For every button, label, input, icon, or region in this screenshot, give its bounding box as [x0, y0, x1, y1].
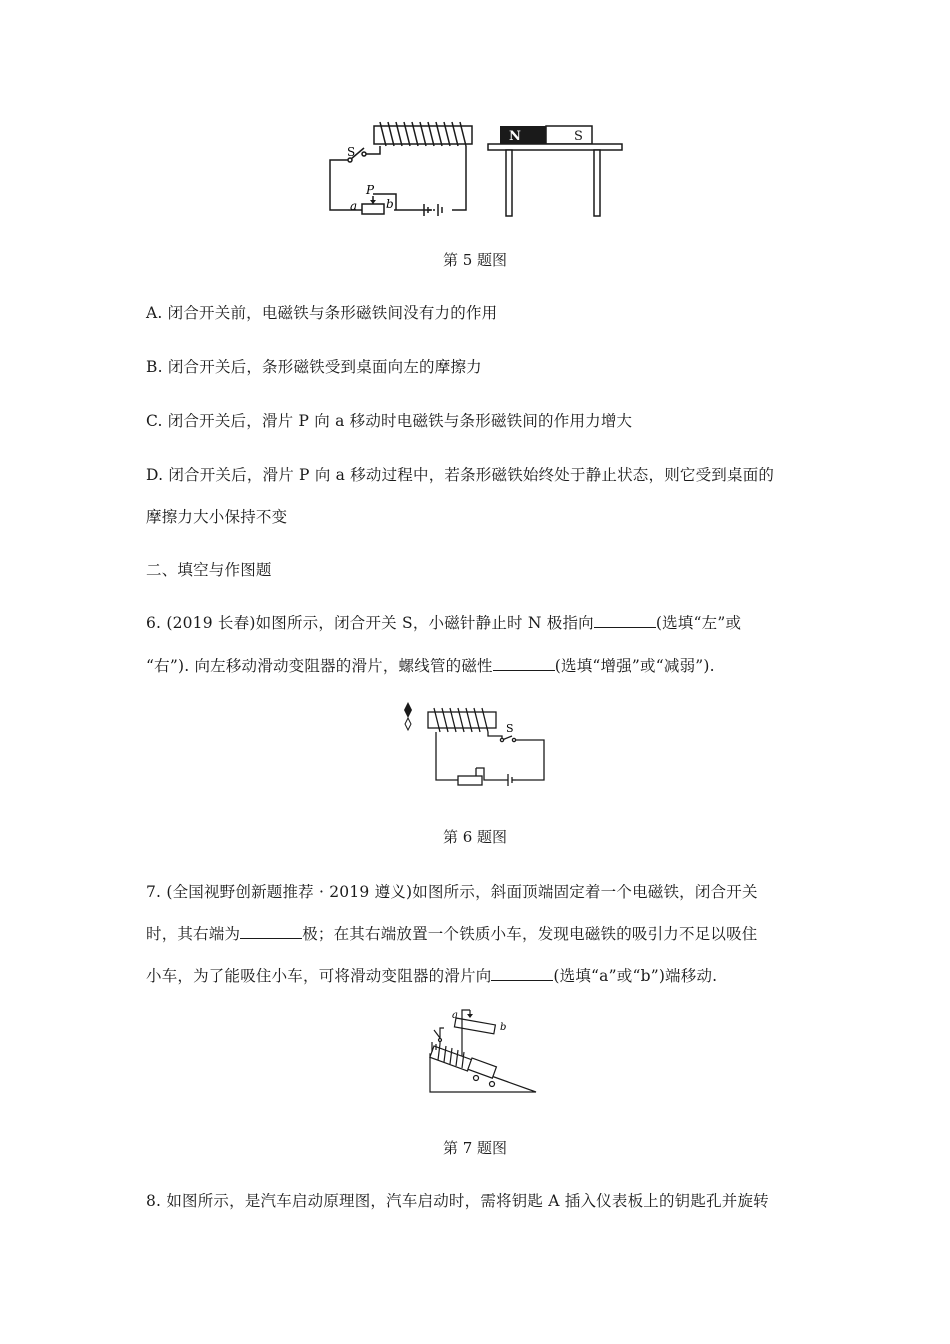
figure-6-caption: 第 6 题图	[442, 828, 508, 846]
q6-line1-a: 6. (2019 长春)如图所示，闭合开关 S，小磁针静止时 N 极指向	[146, 614, 594, 632]
end-b-label: b	[500, 1022, 507, 1033]
rheostat	[458, 776, 482, 785]
switch-label: S	[347, 145, 356, 159]
q6-line1	[146, 611, 741, 633]
figure-7-diagram	[420, 1008, 544, 1096]
q7-blank-2[interactable]	[491, 966, 553, 981]
q7-line2-b: 极；在其右端放置一个铁质小车，发现电磁铁的吸引力不足以吸住	[302, 925, 758, 943]
switch-label: S	[506, 722, 514, 735]
rheostat	[362, 204, 384, 214]
q7-blank-1[interactable]	[240, 924, 302, 939]
q5-option-a: A. 闭合开关前，电磁铁与条形磁铁间没有力的作用	[146, 304, 498, 322]
figure-5-caption: 第 5 题图	[442, 251, 508, 269]
q5-option-c: C. 闭合开关后，滑片 P 向 a 移动时电磁铁与条形磁铁间的作用力增大	[146, 412, 633, 430]
rheostat	[454, 1018, 495, 1034]
end-a-label: a	[350, 199, 358, 213]
q5-option-d-line1: D. 闭合开关后，滑片 P 向 a 移动过程中，若条形磁铁始终处于静止状态，则它受到桌面的	[146, 466, 775, 484]
end-b-label: b	[386, 197, 394, 211]
q5-option-d-line2: 摩擦力大小保持不变	[146, 508, 288, 526]
figure-5-diagram	[320, 118, 630, 220]
q6-line2-a: “右”). 向左移动滑动变阻器的滑片，螺线管的磁性	[146, 657, 493, 675]
q6-line2	[146, 654, 715, 676]
q7-line3-a: 小车，为了能吸住小车，可将滑动变阻器的滑片向	[146, 967, 492, 985]
q7-line1: 7. (全国视野创新题推荐 · 2019 遵义)如图所示，斜面顶端固定着一个电磁铁，闭合开关	[146, 883, 758, 901]
figure-6-diagram	[398, 696, 548, 788]
q6-line2-b: (选填“增强”或“减弱”).	[554, 657, 715, 675]
q8-line1: 8. 如图所示，是汽车启动原理图，汽车启动时，需将钥匙 A 插入仪表板上的钥匙孔并旋转	[146, 1192, 769, 1210]
figure-7-caption: 第 7 题图	[442, 1139, 508, 1157]
q5-option-b: B. 闭合开关后，条形磁铁受到桌面向左的摩擦力	[146, 358, 482, 376]
q7-line2-a: 时，其右端为	[146, 925, 241, 943]
bar-magnet-s	[546, 126, 592, 144]
magnet-n-label: N	[509, 129, 521, 144]
compass-needle-icon	[404, 702, 412, 730]
q6-blank-2[interactable]	[493, 656, 555, 671]
q6-line1-b: (选填“左”或	[655, 614, 742, 632]
table	[488, 144, 622, 216]
q6-blank-1[interactable]	[594, 613, 656, 628]
bar-magnet-n	[500, 126, 546, 144]
slider-label: P	[366, 183, 375, 197]
q7-line3	[146, 964, 717, 986]
q7-line2	[146, 922, 758, 944]
magnet-s-label: S	[574, 129, 583, 144]
q7-line3-b: (选填“a”或“b”)端移动.	[553, 967, 718, 985]
section-2-title: 二、填空与作图题	[146, 561, 272, 579]
end-a-label: a	[452, 1010, 458, 1021]
